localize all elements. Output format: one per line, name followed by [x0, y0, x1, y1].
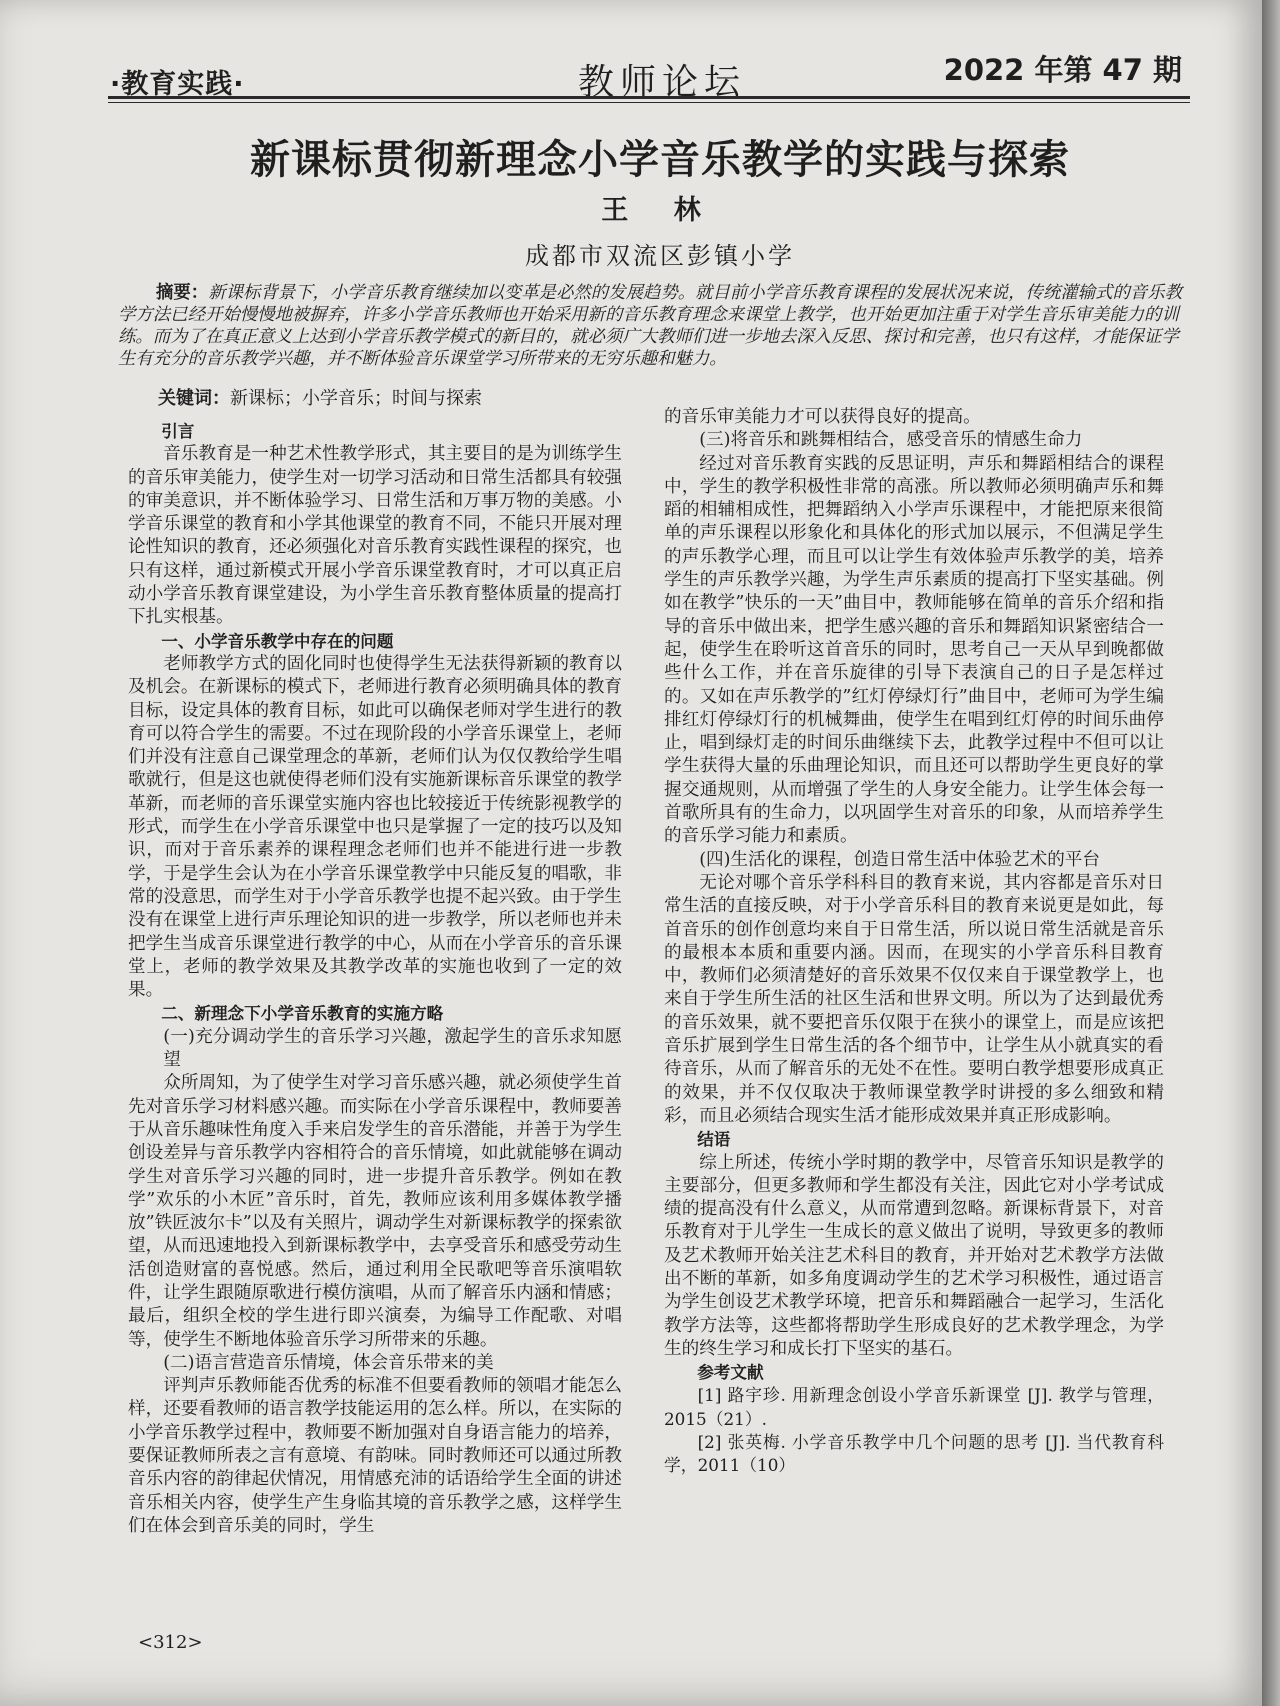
author-affiliation: 成都市双流区彭镇小学 [525, 242, 795, 270]
abstract-label: 摘要： [156, 283, 209, 303]
header-rule-thin [108, 102, 1190, 103]
subsection-heading: (四)生活化的课程，创造日常生活中体验艺术的平台 [699, 849, 1100, 870]
section-heading: 二、新理念下小学音乐教育的实施方略 [161, 1004, 444, 1024]
section-heading: 一、小学音乐教学中存在的问题 [161, 631, 394, 651]
intro-heading: 引言 [161, 422, 195, 441]
reference-item: [1] 路宇珍. 用新理念创设小学音乐新课堂 [J]. 教学与管理，2015（21）. [664, 1385, 1164, 1429]
right-column [664, 406, 1164, 1478]
paragraph: 综上所述，传统小学时期的教学中，尽管音乐知识是教学的主要部分，但更多教师和学生都没有关注，因此它对小学考试成绩的提高没有什么意义，从而常遭到忽略。新课标背景下，对音乐教育对于儿学生一生成长的意义做出了说明，导致更多的教师及艺术教师开始关注艺术科目的教育，并开始对艺术教学方法做出不断的革新，如多角度调动学生的艺术学习积极性，通过语言为学生创设艺术教学环境，把音乐和舞蹈融合一起学习，生活化教学方法等，这些都将帮助学生形成良好的艺术教学理念，为学生的终生学习和成长打下坚实的基石。 [664, 1152, 1164, 1359]
keywords-text: 新课标；小学音乐；时间与探索 [230, 388, 482, 409]
subsection-heading: (二)语言营造音乐情境，体会音乐带来的美 [163, 1352, 494, 1373]
abstract [118, 282, 1188, 370]
abstract-text: 新课标背景下，小学音乐教育继续加以变革是必然的发展趋势。就目前小学音乐教育课程的发展状况来说，传统灌输式的音乐教学方法已经开始慢慢地被摒弃，许多小学音乐教师也开始采用新的音乐教育理念来课堂上教学，也开始更加注重于对学生音乐审美能力的训练。而为了在真正意义上达到小学音乐教学模式的新目的，就必须广大教师们进一步地去深入反思、探讨和完善，也只有这样，才能保证学生有充分的音乐教学兴趣，并不断体验音乐课堂学习所带来的无穷乐趣和魅力。 [118, 283, 1183, 369]
running-header [110, 40, 1190, 110]
subsection-heading: (三)将音乐和跳舞相结合，感受音乐的情感生命力 [699, 430, 1083, 451]
references-heading: 参考文献 [697, 1363, 764, 1383]
paragraph: 众所周知，为了使学生对学习音乐感兴趣，就必须使学生首先对音乐学习材料感兴趣。而实际在小学音乐课程中，教师要善于从音乐趣味性角度入手来启发学生的音乐潜能，并善于为学生创设差异与音乐教学内容相符合的音乐情境，如此就能够在调动学生对音乐学习兴趣的同时，进一步提升音乐教学。例如在教学”欢乐的小木匠”音乐时，首先，教师应该利用多媒体教学播放”铁匠波尔卡”以及有关照片，调动学生对新课标教学的探索欲望，从而迅速地投入到新课标教学中，去享受音乐和感受劳动生活创造财富的喜悦感。然后，通过利用全民歌吧等音乐演唱软件，让学生跟随原歌进行模仿演唱，从而了解音乐内涵和情感；最后，组织全校的学生进行即兴演奏，为编导工作配歌、对唱等，使学生不断地体验音乐学习所带来的乐趣。 [128, 1073, 622, 1350]
section-label: ·教育实践· [110, 69, 245, 100]
paragraph: 音乐教育是一种艺术性教学形式，其主要目的是为训练学生的音乐审美能力，使学生对一切学习活动和日常生活都具有较强的审美意识，并不断体验学习、日常生活和万事万物的美感。小学音乐课堂的教育和小学其他课堂的教育不同，不能只开展对理论性知识的教育，还必须强化对音乐教育实践性课程的探究，也只有这样，通过新模式开展小学音乐课堂教育时，才可以真正启动小学音乐教育课堂建设，为小学生音乐教育整体质量的提高打下扎实根基。 [128, 444, 622, 628]
conclusion-heading: 结语 [697, 1130, 731, 1150]
reference-item: [2] 张英梅. 小学音乐教学中几个问题的思考 [J]. 当代教育科学，2011（10） [664, 1432, 1164, 1476]
paragraph: 评判声乐教师能否优秀的标准不但要看教师的领唱才能怎么样，还要看教师的语言教学技能运用的怎么样。所以，在实际的小学音乐教学过程中，教师要不断加强对自身语言能力的培养，要保证教师所表之言有意境、有韵味。同时教师还可以通过所教音乐内容的韵律起伏情况，用情感充沛的话语给学生全面的讲述音乐相关内容，使学生产生身临其境的音乐教学之感，这样学生们在体会到音乐美的同时，学生 [128, 1376, 622, 1536]
paragraph: 老师教学方式的固化同时也使得学生无法获得新颖的教育以及机会。在新课标的模式下，老师进行教育必须明确具体的教育目标，设定具体的教育目标，如此可以确保老师对学生进行的教育可以符合学生的需要。不过在现阶段的小学音乐课堂上，老师们并没有注意自己课堂理念的革新，老师们认为仅仅教给学生唱歌就行，但是这也就使得老师们没有实施新课标音乐课堂的教学革新，而老师的音乐课堂实施内容也比较接近于传统影视教学的形式，而学生在小学音乐课堂中也只是掌握了一定的技巧以及知识，而对于音乐素养的课程理念老师们也并不能进行进一步教学，于是学生会认为在小学音乐课堂教学中只能反复的唱歌，非常的没意思，而学生对于小学音乐教学也提不起兴致。由于学生没有在课堂上进行声乐理论知识的进一步教学，所以老师也并未把学生当成音乐课堂进行教学的中心，从而在小学音乐的音乐课堂上，老师的教学效果及其教学改革的实施也收到了一定的效果。 [128, 653, 622, 1001]
article-author: 王 林 [601, 195, 719, 226]
page-edge-shadow [1262, 0, 1280, 1706]
issue-label: 2022 年第 47 期 [943, 53, 1182, 87]
header-rule-thick [108, 96, 1190, 99]
paragraph: 经过对音乐教育实践的反思证明，声乐和舞蹈相结合的课程中，学生的教学积极性非常的高涨。所以教师必须明确声乐和舞蹈的相辅相成性，把舞蹈纳入小学声乐课程中，才能把原来很简单的声乐课程以形象化和具体化的形式加以展示，不但满足学生的声乐教学心理，而且可以让学生有效体验声乐教学的美，培养学生的声乐教学兴趣，为学生声乐素质的提高打下坚实基础。例如在教学”快乐的一天”曲目中，教师能够在简单的音乐介绍和指导的音乐中做出来，把学生感兴趣的音乐和舞蹈知识紧密结合一起，使学生在聆听这首音乐的同时，思考自己一天从早到晚都做些什么工作，并在音乐旋律的引导下表演自己的日子是怎样过的。又如在声乐教学的”红灯停绿灯行”曲目中，老师可为学生编排红灯停绿灯行的机械舞曲，使学生在唱到红灯停的时间乐曲停止，唱到绿灯走的时间乐曲继续下去，此教学过程中不但可以让学生获得大量的乐曲理论知识，而且还可以帮助学生更良好的掌握交通规则，从而增强了学生的人身安全能力。让学生体会每一首歌所具有的生命力，以巩固学生对音乐的印象，从而培养学生的音乐学习能力和素质。 [664, 453, 1164, 847]
paragraph: 无论对哪个音乐学科科目的教育来说，其内容都是音乐对日常生活的直接反映，对于小学音乐科目的教育来说更是如此，每首音乐的创作创意均来自于日常生活，所以说日常生活就是音乐的最根本本质和重要内涵。因而，在现实的小学音乐科目教育中，教师们必须清楚好的音乐效果不仅仅来自于课堂教学上，也来自于学生所生活的社区生活和世界文明。所以为了达到最优秀的音乐效果，就不要把音乐仅限于在狭小的课堂上，而是应该把音乐扩展到学生日常生活的各个细节中，让学生从小就真实的看待音乐，从而了解音乐的无处不在性。要明白教学想要形成真正的效果，并不仅仅取决于教师课堂教学时讲授的多么细致和精彩，而且必须结合现实生活才能形成效果并真正形成影响。 [664, 872, 1164, 1126]
subsection-heading: (一)充分调动学生的音乐学习兴趣，激起学生的音乐求知愿望 [163, 1026, 622, 1071]
journal-name: 教师论坛 [578, 62, 747, 103]
article-title: 新课标贯彻新理念小学音乐教学的实践与探索 [250, 136, 1070, 183]
paragraph-continued: 的音乐审美能力才可以获得良好的提高。 [664, 407, 981, 427]
left-column [128, 420, 622, 1538]
page-number: <312> [138, 1632, 203, 1653]
keywords [158, 384, 482, 410]
keywords-label: 关键词： [158, 388, 230, 409]
